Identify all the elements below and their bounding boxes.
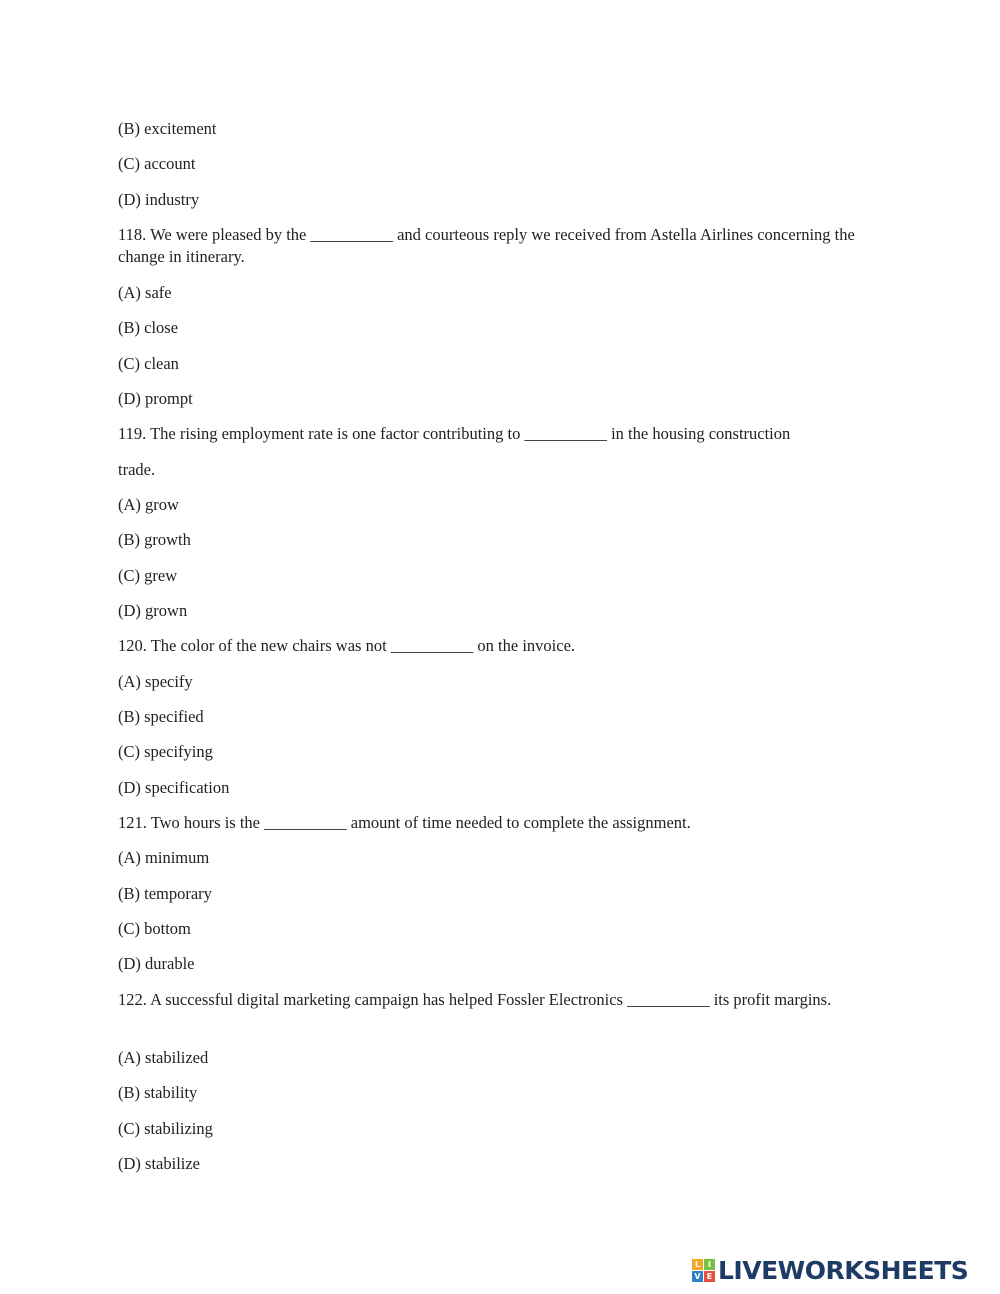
question-119: 119. The rising employment rate is one factor contributing to __________ in the housing construction	[118, 424, 791, 443]
question-118: 118. We were pleased by the __________ and courteous reply we received from Astella Airlines concerning the change in itinerary.	[118, 225, 855, 266]
option-122-d: (D) stabilize	[118, 1154, 201, 1173]
option-119-c: (C) grew	[118, 566, 178, 585]
option-118-b: (B) close	[118, 318, 179, 337]
logo-mark-tile: I	[704, 1259, 715, 1270]
option-117-c: (C) account	[118, 154, 196, 173]
option-120-b: (B) specified	[118, 707, 204, 726]
option-119-b: (B) growth	[118, 530, 191, 549]
question-119-continued: trade.	[118, 460, 156, 479]
option-122-c: (C) stabilizing	[118, 1119, 213, 1138]
logo-mark-icon	[692, 1259, 715, 1282]
option-117-b: (B) excitement	[118, 119, 217, 138]
logo-mark-tile: V	[692, 1271, 703, 1282]
option-121-d: (D) durable	[118, 954, 195, 973]
question-121: 121. Two hours is the __________ amount of time needed to complete the assignment.	[118, 813, 691, 832]
option-119-a: (A) grow	[118, 495, 179, 514]
option-122-b: (B) stability	[118, 1083, 198, 1102]
option-120-a: (A) specify	[118, 672, 193, 691]
option-119-d: (D) grown	[118, 601, 188, 620]
logo-mark-tile: L	[692, 1259, 703, 1270]
option-121-c: (C) bottom	[118, 919, 191, 938]
option-117-d: (D) industry	[118, 190, 200, 209]
liveworksheets-logo	[692, 1256, 968, 1284]
option-122-a: (A) stabilized	[118, 1048, 209, 1067]
option-120-d: (D) specification	[118, 778, 230, 797]
logo-text: LIVEWORKSHEETS	[718, 1255, 969, 1285]
option-118-c: (C) clean	[118, 354, 179, 373]
option-118-a: (A) safe	[118, 283, 172, 302]
option-118-d: (D) prompt	[118, 389, 193, 408]
question-122: 122. A successful digital marketing campaign has helped Fossler Electronics __________ its profit margins.	[118, 990, 832, 1009]
option-121-b: (B) temporary	[118, 884, 212, 903]
question-120: 120. The color of the new chairs was not __________ on the invoice.	[118, 636, 576, 655]
logo-mark-tile: E	[704, 1271, 715, 1282]
option-120-c: (C) specifying	[118, 742, 213, 761]
option-121-a: (A) minimum	[118, 848, 210, 867]
